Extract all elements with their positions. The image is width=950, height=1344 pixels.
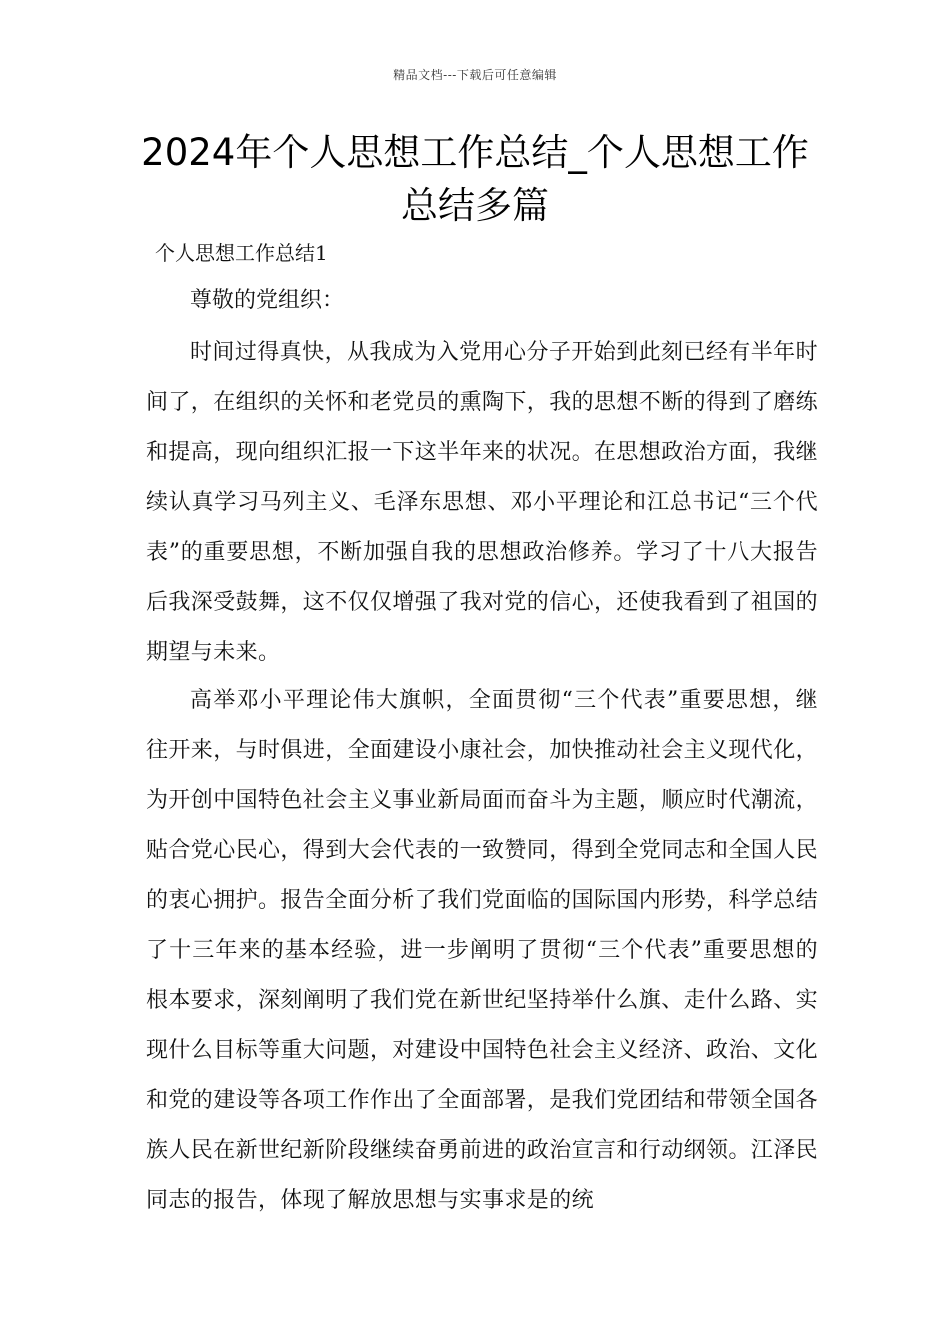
section-heading: 个人思想工作总结1: [155, 241, 328, 265]
page-header-note: 精品文档---下载后可任意编辑: [393, 68, 557, 82]
body-paragraph: 时间过得真快，从我成为入党用心分子开始到此刻已经有半年时间了，在组织的关怀和老党员的熏陶下，我的思想不断的得到了磨练和提高，现向组织汇报一下这半年来的状况。在思想政治方面，我继续认真学习马列主义、毛泽东思想、邓小平理论和江总书记“三个代表”的重要思想，不断加强自我的思想政治修养。学习了十八大报告后我深受鼓舞，这不仅仅增强了我对党的信心，还使我看到了祖国的期望与未来。: [146, 340, 819, 665]
body-paragraph: 高举邓小平理论伟大旗帜，全面贯彻“三个代表”重要思想，继往开来，与时俱进，全面建设小康社会，加快推动社会主义现代化，为开创中国特色社会主义事业新局面而奋斗为主题，顺应时代潮流，贴合党心民心，得到大会代表的一致赞同，得到全党同志和全国人民的衷心拥护。报告全面分析了我们党面临的国际国内形势，科学总结了十三年来的基本经验，进一步阐明了贯彻“三个代表”重要思想的根本要求，深刻阐明了我们党在新世纪坚持举什么旗、走什么路、实现什么目标等重大问题，对建设中国特色社会主义经济、政治、文化和党的建设等各项工作作出了全面部署，是我们党团结和带领全国各族人民在新世纪新阶段继续奋勇前进的政治宣言和行动纲领。江泽民同志的报告，体现了解放思想与实事求是的统: [146, 688, 819, 1213]
document-title: 2024年个人思想工作总结_个人思想工作总结多篇: [141, 131, 809, 227]
salutation: 尊敬的党组织：: [190, 288, 345, 313]
